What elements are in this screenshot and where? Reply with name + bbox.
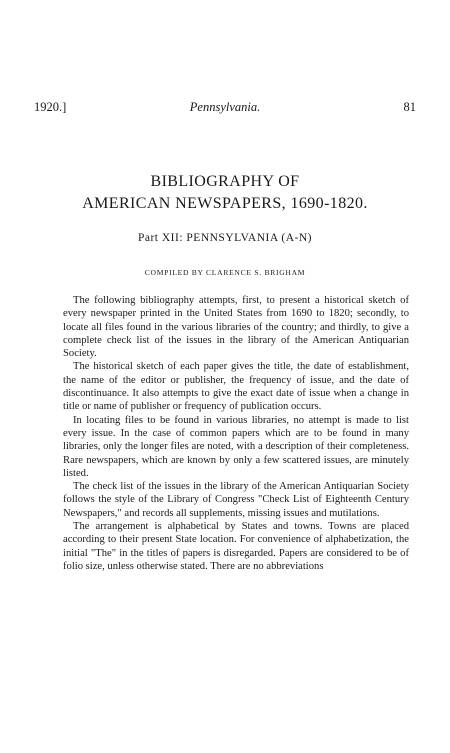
paragraph: The check list of the issues in the library of the American Antiquarian Society follows the style of the Library of Congress "Check List of Eighteenth Century Newspapers," and records all supplements, missing issues and mutilations. — [63, 481, 409, 519]
header-year: 1920.] — [34, 100, 67, 114]
title-line-1: BIBLIOGRAPHY OF — [150, 173, 300, 190]
paragraph: In locating files to be found in various libraries, no attempt is made to list every issue. In the case of common papers which are to be found in many libraries, only the longer files are noted, with a description of their completeness. Rare newspapers, which are known by only a few scattered issues, are minutely listed. — [63, 414, 409, 479]
paragraph: The historical sketch of each paper gives the title, the date of establishment, the name of the editor or publisher, the frequency of issue, and the date of discontinuance. It also attempts to give the exact date of issue when a change in title or name of publisher or frequency of publication occurs. — [63, 361, 409, 413]
paragraph: The following bibliography attempts, first, to present a historical sketch of every newspaper printed in the United States from 1690 to 1820; secondly, to locate all files found in the various libraries of the country; and thirdly, to give a complete check list of the issues in the library of the American Antiquarian Society. — [63, 295, 409, 360]
header-state: Pennsylvania. — [189, 100, 261, 114]
running-header — [34, 100, 416, 116]
body-text — [63, 294, 409, 573]
part-title: Part XII: PENNSYLVANIA (A-N) — [137, 232, 313, 244]
compiler-credit: COMPILED BY CLARENCE S. BRIGHAM — [144, 268, 306, 277]
page-number: 81 — [403, 100, 416, 114]
paragraph: The arrangement is alphabetical by States and towns. Towns are placed according to their present State location. For convenience of alphabetization, the initial "The" in the titles of papers is disregarded. Papers are considered to be of folio size, unless otherwise stated. There are no abbreviations — [63, 521, 409, 572]
title-line-2: AMERICAN NEWSPAPERS, 1690-1820. — [82, 195, 368, 212]
page-title — [0, 171, 450, 215]
